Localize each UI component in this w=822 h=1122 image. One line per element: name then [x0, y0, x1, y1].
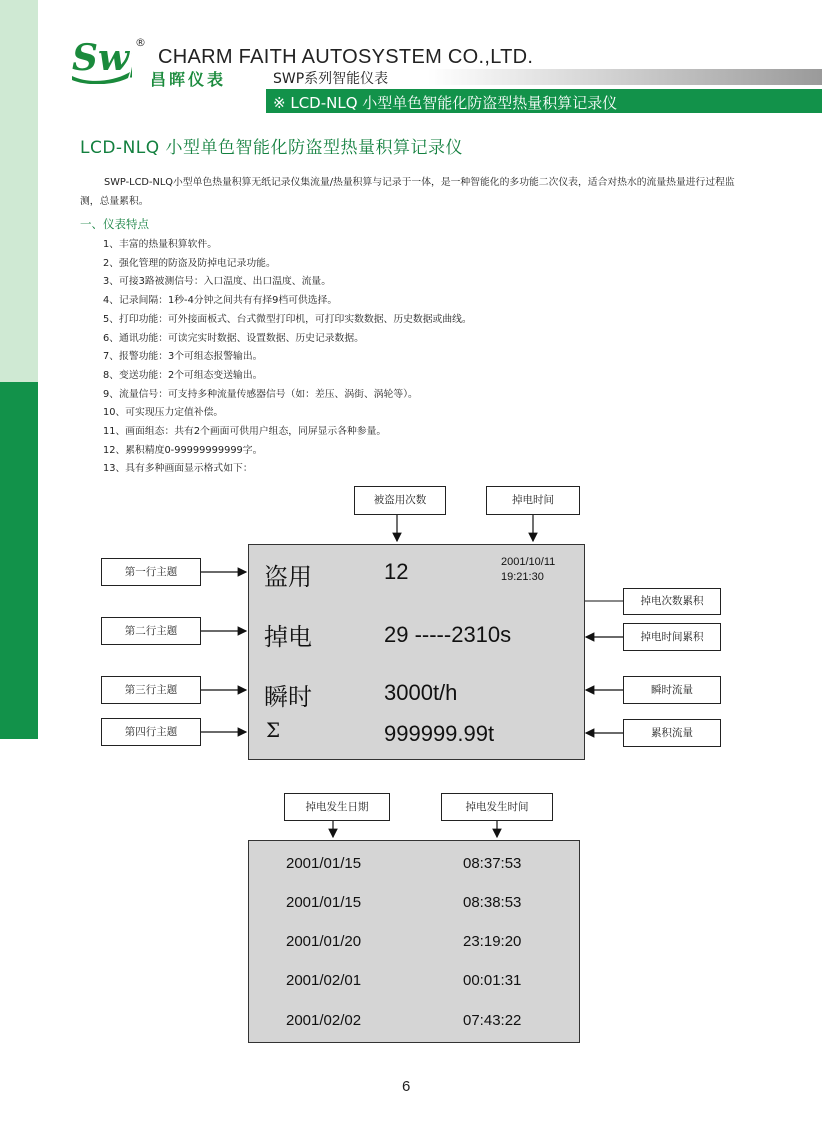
page-number: 6: [402, 1078, 411, 1095]
label-power-off-time: 掉电时间: [486, 486, 580, 515]
label-power-off-time-total: 掉电时间累积: [623, 623, 721, 651]
feature-item: 11、画面组态：共有2个画面可供用户组态，同屏显示各种参量。: [103, 426, 387, 438]
series-label: SWP系列智能仪表: [273, 71, 389, 87]
features-heading: 一、仪表特点: [80, 217, 149, 231]
label-row1-subject: 第一行主题: [101, 558, 201, 586]
history-date: 2001/01/15: [286, 855, 362, 872]
label-row2-subject: 第二行主题: [101, 617, 201, 645]
intro-paragraph: SWP-LCD-NLQ小型单色热量积算无纸记录仪集流量/热量积算与记录于一体，是一种智能化的多功能二次仪表，适合对热水的流量热量进行过程监测，总量累积。: [80, 177, 735, 207]
feature-item: 2、强化管理的防盗及防掉电记录功能。: [103, 257, 276, 269]
svg-text:Swp: Sw: [72, 37, 129, 79]
company-name-cn: 昌晖仪表: [150, 70, 227, 89]
lcd-time: 19:21:30: [501, 571, 544, 583]
page-title: LCD-NLQ 小型单色智能化防盗型热量积算记录仪: [80, 138, 464, 158]
feature-item: 10、可实现压力定值补偿。: [103, 407, 224, 419]
label-stolen-count: 被盗用次数: [354, 486, 446, 515]
label-row3-subject: 第三行主题: [101, 676, 201, 704]
lcd-row2-value: 29 -----2310s: [384, 622, 512, 647]
lcd-date: 2001/10/11: [501, 556, 556, 568]
registered-mark: ®: [135, 36, 146, 49]
sigma-icon: Σ: [266, 718, 281, 742]
feature-item: 5、打印功能：可外接面板式、台式微型打印机，可打印实数数据、历史数据或曲线。: [103, 313, 472, 325]
label-power-off-count-total: 掉电次数累积: [623, 588, 721, 615]
feature-item: 4、记录间隔：1秒-4分钟之间共有有择9档可供选择。: [103, 295, 338, 307]
label-power-off-occur-time: 掉电发生时间: [441, 793, 553, 821]
feature-item: 7、报警功能：3个可组态报警输出。: [103, 351, 263, 363]
history-date: 2001/01/15: [286, 894, 362, 911]
history-date: 2001/01/20: [286, 933, 362, 950]
feature-item: 13、具有多种画面显示格式如下：: [103, 463, 253, 475]
label-instant-flow: 瞬时流量: [623, 676, 721, 704]
lcd-row2-label: 掉电: [264, 623, 312, 651]
history-time: 08:38:53: [463, 894, 522, 911]
lcd-row1-label: 盗用: [264, 563, 312, 591]
history-time: 00:01:31: [463, 972, 522, 989]
feature-item: 6、通讯功能：可读完实时数据、设置数据、历史记录数据。: [103, 332, 364, 344]
history-time: 07:43:22: [463, 1012, 522, 1029]
label-row4-subject: 第四行主题: [101, 718, 201, 746]
history-date: 2001/02/01: [286, 972, 362, 989]
company-name-en: CHARM FAITH AUTOSYSTEM CO.,LTD.: [158, 46, 534, 68]
feature-item: 1、丰富的热量积算软件。: [103, 239, 217, 250]
header-banner-text: ※ LCD-NLQ 小型单色智能化防盗型热量积算记录仪: [273, 94, 618, 112]
history-date: 2001/02/02: [286, 1012, 362, 1029]
lcd-row3-value: 3000t/h: [384, 680, 458, 705]
lcd-row3-label: 瞬时: [264, 683, 312, 711]
feature-item: 8、变送功能：2个可组态变送输出。: [103, 369, 263, 381]
lcd-row4-value: 999999.99t: [384, 721, 495, 746]
history-time: 08:37:53: [463, 855, 522, 872]
history-time: 23:19:20: [463, 933, 522, 950]
feature-item: 9、流量信号：可支持多种流量传感器信号（如：差压、涡街、涡轮等）。: [103, 388, 418, 400]
label-cumulative-flow: 累积流量: [623, 719, 721, 747]
lcd-row1-value: 12: [384, 559, 409, 584]
feature-item: 12、累积精度0-99999999999字。: [103, 444, 263, 456]
feature-item: 3、可接3路被测信号：入口温度、出口温度、流量。: [103, 276, 331, 288]
label-power-off-date: 掉电发生日期: [284, 793, 390, 821]
